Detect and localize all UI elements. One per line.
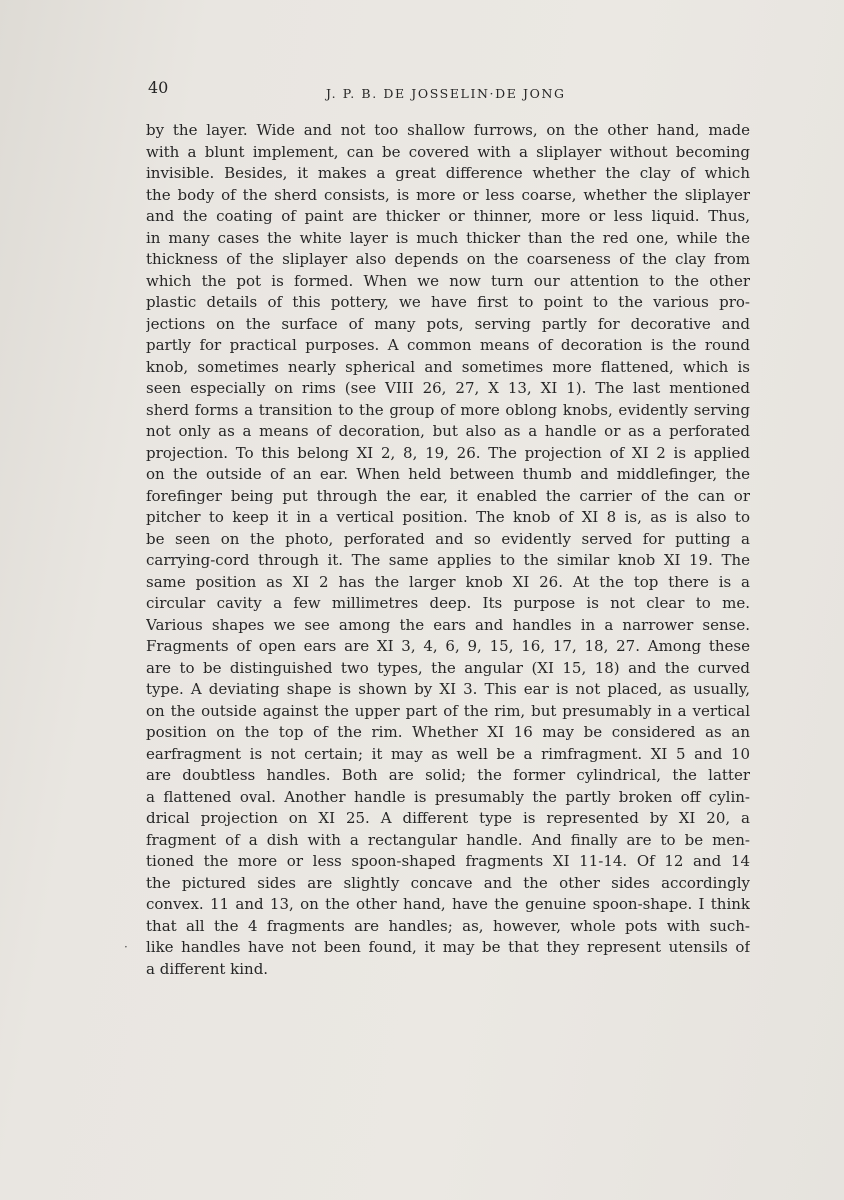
text-line: are doubtless handles. Both are solid; the former cylindrical, the latter (146, 766, 750, 784)
text-line: are to be distinguished two types, the angular (XI 15, 18) and the curved (146, 658, 750, 677)
text-line: drical projection on XI 25. A different type is represented by XI 20, a (146, 809, 750, 827)
text-line-last: a different kind. (146, 959, 269, 978)
text-line: the pictured sides are slightly concave and the other sides accordingly (146, 873, 750, 892)
text-line: seen especially on rims (see VIII 26, 27, X 13, XI 1). The last mentioned (146, 379, 750, 397)
text-line: on the outside against the upper part of the rim, but presumably in a vertical (146, 701, 750, 720)
text-line: fragment of a dish with a rectangular handle. And finally are to be men- (146, 830, 750, 849)
text-line: knob, sometimes nearly spherical and sometimes more flattened, which is (146, 357, 750, 376)
text-line: carrying-cord through it. The same applies to the similar knob XI 19. The (146, 551, 750, 569)
text-line: Fragments of open ears are XI 3, 4, 6, 9, 15, 16, 17, 18, 27. Among these (146, 637, 750, 655)
text-line: forefinger being put through the ear, it enabled the carrier of the can or (146, 486, 750, 505)
text-line: convex. 11 and 13, on the other hand, have the genuine spoon-shape. I think (146, 895, 750, 913)
text-line: be seen on the photo, perforated and so evidently served for putting a (146, 529, 750, 548)
text-line: thickness of the sliplayer also depends on the coarseness of the clay from (146, 250, 750, 268)
text-line: circular cavity a few millimetres deep. Its purpose is not clear to me. (146, 594, 750, 612)
text-line: like handles have not been found, it may be that they represent utensils of (146, 938, 750, 956)
text-line: plastic details of this pottery, we have first to point to the various pro- (146, 293, 750, 311)
text-line: by the layer. Wide and not too shallow furrows, on the other hand, made (146, 121, 750, 139)
body-text (146, 120, 750, 980)
text-line: type. A deviating shape is shown by XI 3. This ear is not placed, as usually, (146, 680, 750, 698)
running-head: J. P. B. DE JOSSELIN·DE JONG (326, 86, 566, 101)
text-line: pitcher to keep it in a vertical position. The knob of XI 8 is, as is also to (146, 508, 750, 526)
text-line: invisible. Besides, it makes a great difference whether the clay of which (146, 164, 750, 182)
text-line: position on the top of the rim. Whether XI 16 may be considered as an (146, 723, 750, 741)
text-line: in many cases the white layer is much thicker than the red one, while the (146, 228, 750, 247)
text-line: which the pot is formed. When we now turn our attention to the other (146, 271, 750, 290)
text-line: sherd forms a transition to the group of more oblong knobs, evidently serving (146, 400, 750, 419)
page-number: 40 (148, 78, 169, 97)
text-line: same position as XI 2 has the larger knob XI 26. At the top there is a (146, 572, 750, 591)
margin-dot: · (124, 940, 128, 954)
text-line: jections on the surface of many pots, serving partly for decorative and (146, 314, 750, 333)
text-line: earfragment is not certain; it may as well be a rimfragment. XI 5 and 10 (146, 744, 750, 763)
text-line: and the coating of paint are thicker or thinner, more or less liquid. Thus, (146, 207, 750, 225)
text-line: partly for practical purposes. A common means of decoration is the round (146, 336, 750, 354)
text-line: tioned the more or less spoon-shaped fragments XI 11-14. Of 12 and 14 (146, 852, 750, 870)
text-line: Various shapes we see among the ears and handles in a narrower sense. (146, 615, 750, 634)
text-line: a flattened oval. Another handle is presumably the partly broken off cylin- (146, 787, 750, 806)
text-line: on the outside of an ear. When held between thumb and middlefinger, the (146, 465, 750, 483)
text-line: that all the 4 fragments are handles; as, however, whole pots with such- (146, 916, 750, 935)
text-line: projection. To this belong XI 2, 8, 19, 26. The projection of XI 2 is applied (146, 443, 750, 462)
text-line: with a blunt implement, can be covered with a sliplayer without becoming (146, 142, 750, 161)
text-line: not only as a means of decoration, but also as a handle or as a perforated (146, 422, 750, 440)
text-line: the body of the sherd consists, is more or less coarse, whether the sliplayer (146, 185, 750, 204)
